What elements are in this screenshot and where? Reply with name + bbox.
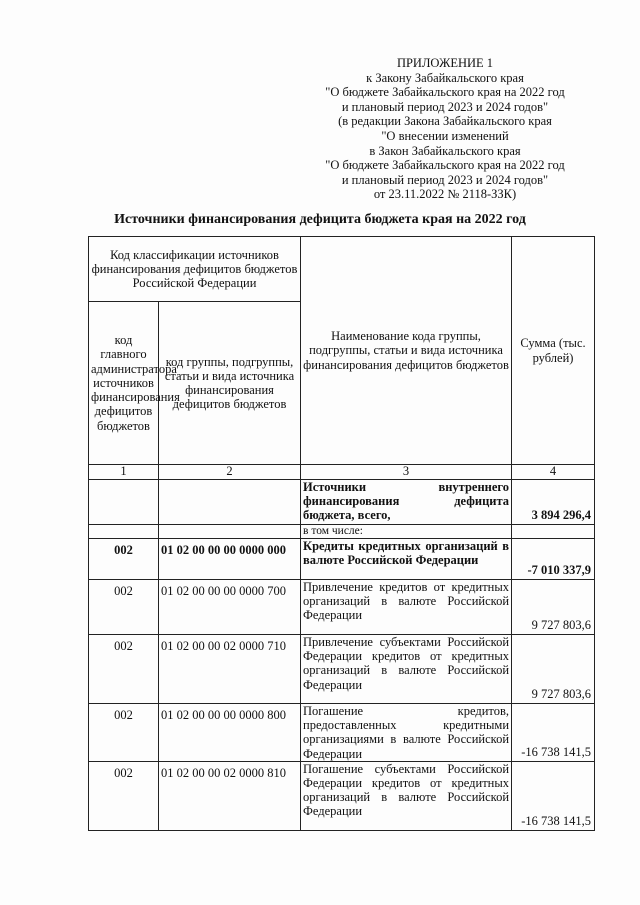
appendix-line: "О бюджете Забайкальского края на 2022 год [325, 158, 565, 173]
header-classification-code: Код классификации источников финансирования дефицитов бюджетов Российской Федерации [89, 237, 301, 302]
admin-code: 002 [89, 761, 159, 830]
source-amount: -7 010 337,9 [512, 539, 595, 580]
column-number: 1 [89, 465, 159, 480]
source-amount: 9 727 803,6 [512, 635, 595, 704]
including-label: в том числе: [301, 525, 512, 539]
source-code: 01 02 00 00 00 0000 800 [159, 704, 301, 762]
admin-code: 002 [89, 635, 159, 704]
admin-code: 002 [89, 704, 159, 762]
appendix-line: "О внесении изменений [381, 128, 509, 143]
appendix-header [300, 56, 590, 202]
column-number: 2 [159, 465, 301, 480]
source-name: Кредиты кредитных организаций в валюте Российской Федерации [301, 539, 512, 580]
source-code: 01 02 00 00 00 0000 700 [159, 580, 301, 635]
source-amount: -16 738 141,5 [512, 761, 595, 830]
appendix-line: и плановый период 2023 и 2024 годов" [341, 172, 549, 187]
header-admin-code: код главного администратора источников финансирования дефицитов бюджетов [89, 302, 159, 465]
total-name: Источники внутреннего финансирования дефицита бюджета, всего, [301, 480, 512, 525]
source-name: Погашение субъектами Российской Федерации кредитов от кредитных организаций в валюте Российской Федерации [301, 761, 512, 830]
header-group-code: код группы, подгруппы, статьи и вида источника финансирования дефицитов бюджетов [159, 302, 301, 465]
table-row [89, 761, 595, 830]
source-amount: 9 727 803,6 [512, 580, 595, 635]
source-code: 01 02 00 00 02 0000 710 [159, 635, 301, 704]
header-name: Наименование кода группы, подгруппы, статьи и вида источника финансирования дефицитов бюджетов [301, 237, 512, 465]
financing-sources-table [88, 236, 595, 831]
admin-code: 002 [89, 539, 159, 580]
column-number: 3 [301, 465, 512, 480]
source-name: Привлечение кредитов от кредитных организаций в валюте Российской Федерации [301, 580, 512, 635]
table-row [89, 704, 595, 762]
appendix-line: и плановый период 2023 и 2024 годов" [341, 99, 549, 114]
appendix-line: к Закону Забайкальского края [366, 70, 524, 85]
total-amount: 3 894 296,4 [512, 480, 595, 525]
source-name: Привлечение субъектами Российской Федерации кредитов от кредитных организаций в валюте Российской Федерации [301, 635, 512, 704]
appendix-line: от 23.11.2022 № 2118-ЗЗК) [373, 187, 517, 202]
source-code: 01 02 00 00 00 0000 000 [159, 539, 301, 580]
source-code: 01 02 00 00 02 0000 810 [159, 761, 301, 830]
header-sum: Сумма (тыс. рублей) [512, 237, 595, 465]
table-row [89, 635, 595, 704]
appendix-line: (в редакции Закона Забайкальского края [338, 114, 552, 129]
appendix-line: в Закон Забайкальского края [369, 143, 521, 158]
admin-code: 002 [89, 580, 159, 635]
table-row [89, 580, 595, 635]
appendix-line: "О бюджете Забайкальского края на 2022 год [325, 85, 565, 100]
table-row-total [89, 480, 595, 525]
source-name: Погашение кредитов, предоставленных кредитными организациями в валюте Российской Федерации [301, 704, 512, 762]
source-amount: -16 738 141,5 [512, 704, 595, 762]
appendix-line: ПРИЛОЖЕНИЕ 1 [396, 56, 494, 70]
document-title: Источники финансирования дефицита бюджета края на 2022 год [114, 212, 526, 227]
column-number: 4 [512, 465, 595, 480]
table-row [89, 539, 595, 580]
